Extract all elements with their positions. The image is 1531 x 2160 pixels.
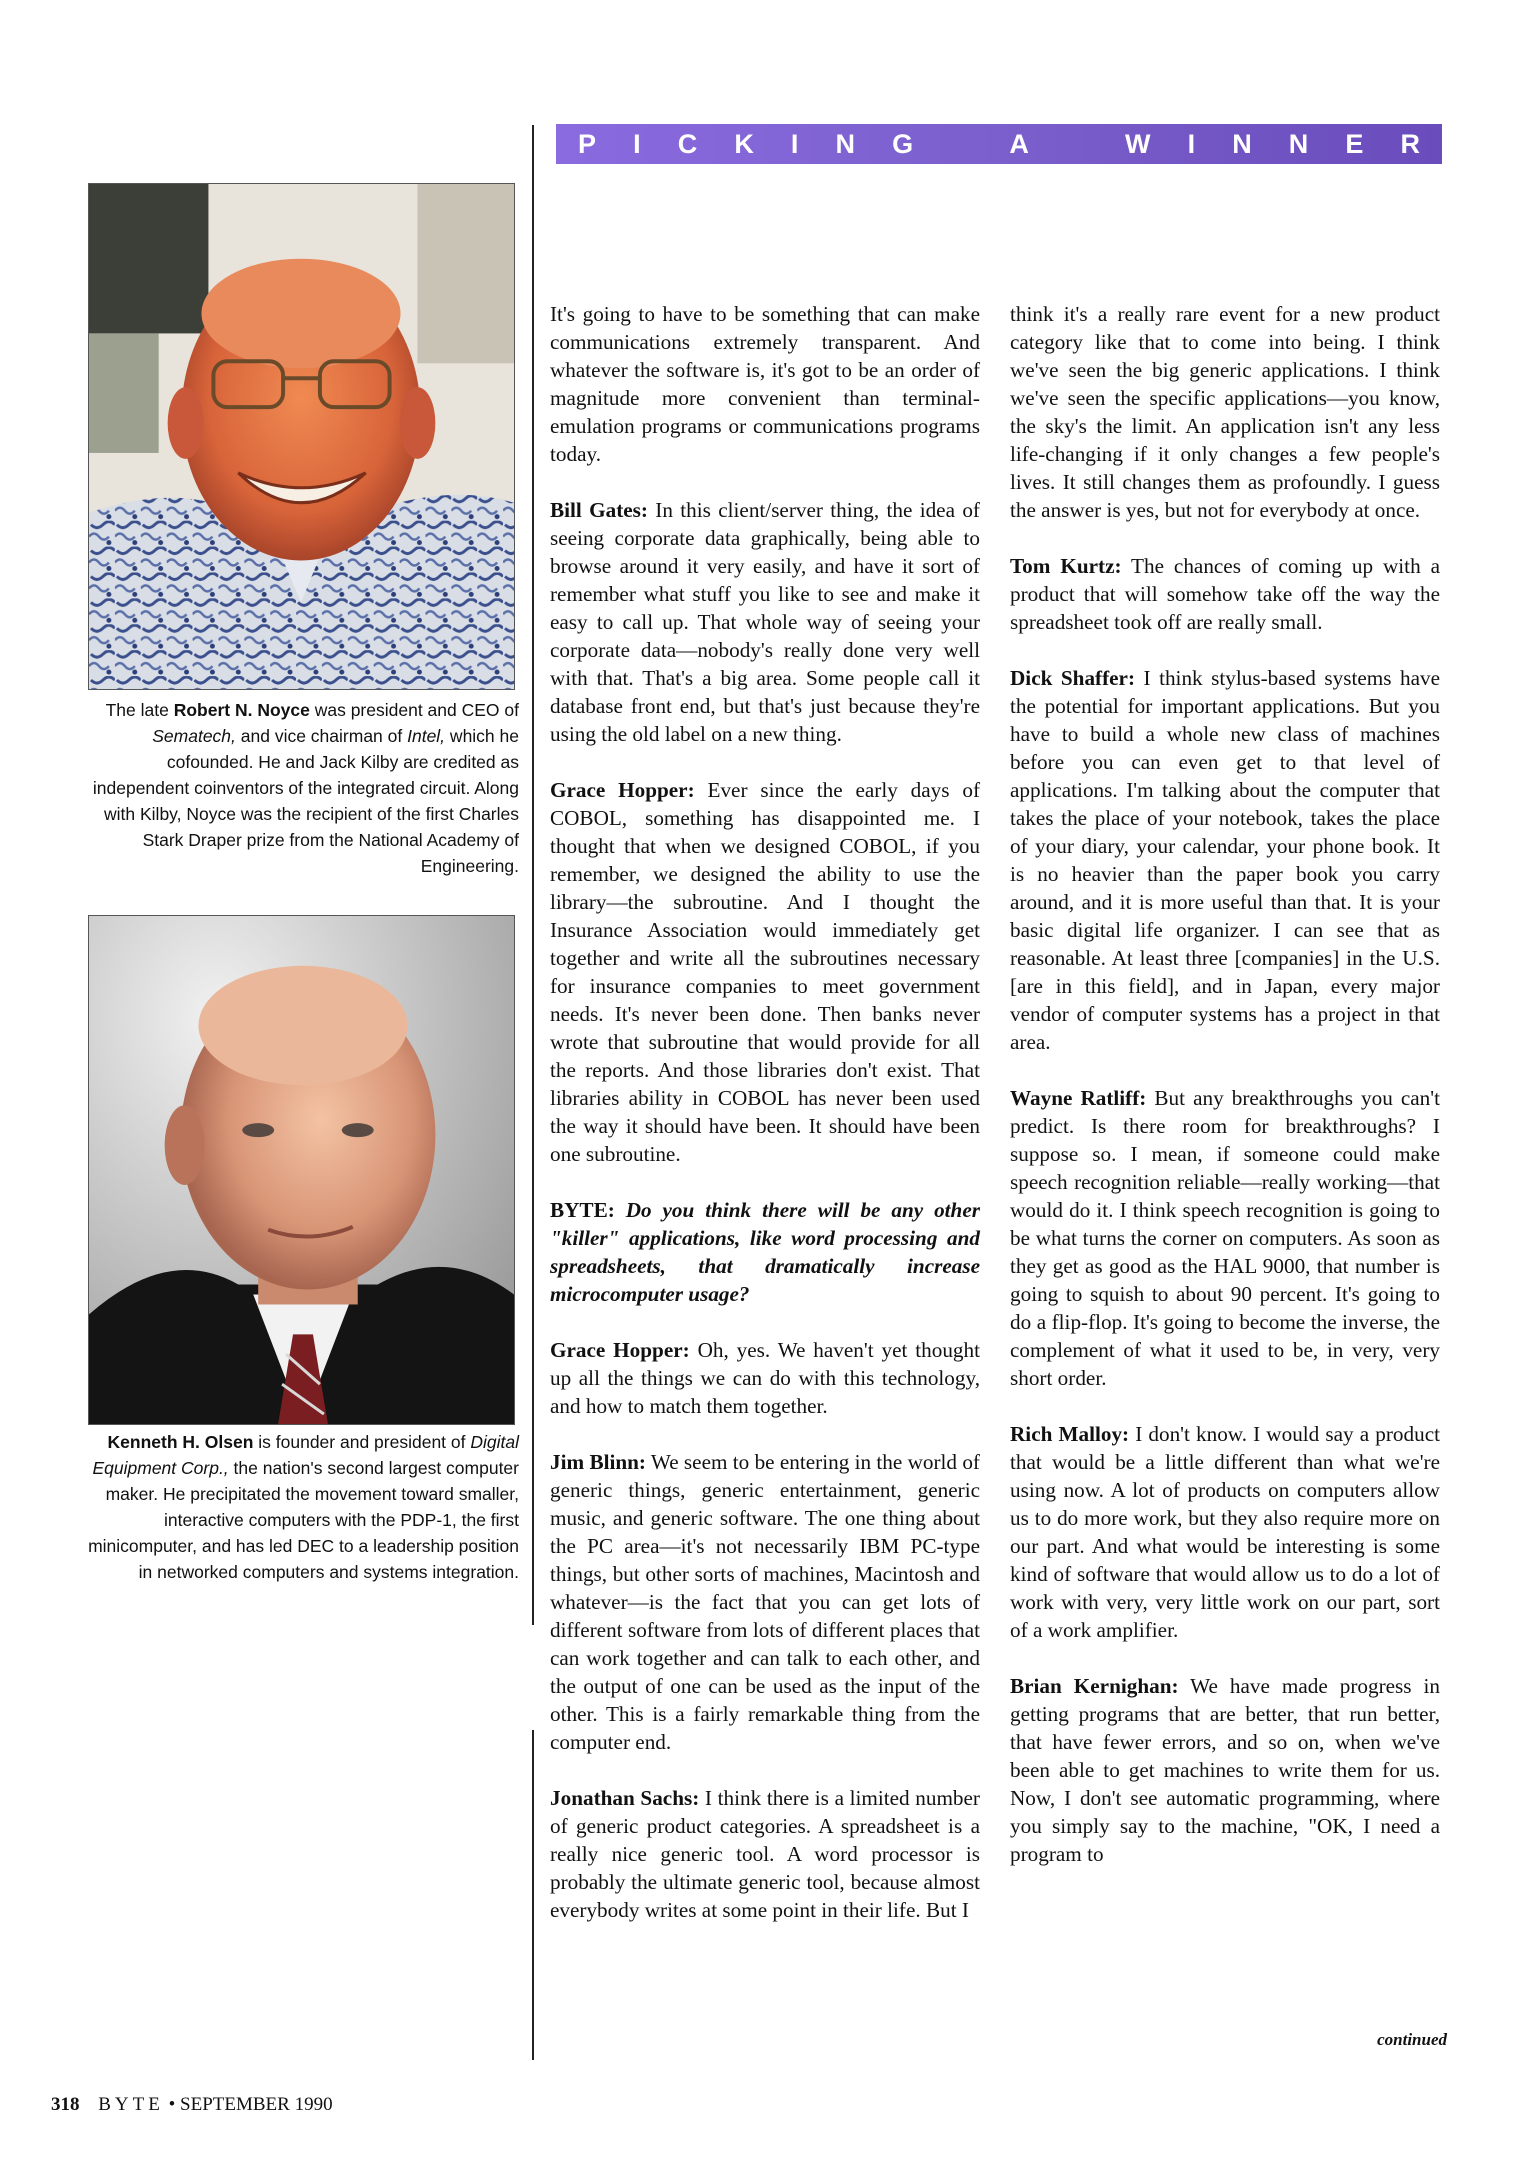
olsen-caption: Kenneth H. Olsen is founder and president of Digital Equipment Corp., the nation's second largest computer maker. He precipitated the movement toward smaller, interactive computers with the PDP-1, the first minicomputer, and has led DEC to a leadership position in networked computers and systems integration.: [88, 1432, 519, 1582]
column-divider-rule-lower: [532, 1730, 534, 2060]
banner-letter: N: [1232, 129, 1252, 159]
banner-letter: K: [734, 129, 754, 159]
speaker-name: Wayne Ratliff:: [1010, 1086, 1147, 1110]
olsen-photo: [88, 915, 515, 1425]
banner-letter: N: [835, 129, 856, 159]
paragraph: Jonathan Sachs: I think there is a limited number of generic product categories. A spreadsheet is a really nice generic tool. A word processor is probably the ultimate generic tool, because almost everybody writes at some point in their life. But I: [550, 1786, 980, 1922]
speaker-name: Jim Blinn:: [550, 1450, 646, 1474]
banner-letter: C: [677, 129, 698, 159]
issue-date: SEPTEMBER 1990: [180, 2094, 333, 2115]
section-banner: [556, 124, 1442, 164]
sematech-company: Sematech,: [152, 726, 236, 746]
speaker-name: Tom Kurtz:: [1010, 554, 1122, 578]
speaker-name: BYTE:: [550, 1198, 615, 1222]
speaker-name: Brian Kernighan:: [1010, 1674, 1179, 1698]
article-column-1: [550, 300, 980, 1924]
speaker-name: Grace Hopper:: [550, 778, 695, 802]
intel-company: Intel,: [407, 726, 446, 746]
banner-letter: E: [1345, 129, 1364, 159]
paragraph: Jim Blinn: We seem to be entering in the world of generic things, generic entertainment, generic music, and generic software. The one thing about the PC area—it's not necessarily IBM PC-type things, but other sorts of machines, Macintosh and whatever—is the fact that you can get lots of different software from lots of different places that can work together and can talk to each other, and the output of one can be used as the input of the other. This is a fairly remarkable thing from the computer end.: [550, 1450, 980, 1754]
paragraph: think it's a really rare event for a new product category like that to come into being. I think we've seen the big generic applications. I think we've seen the specific applications—you know, the sky's the limit. An application isn't any less life-changing if it only changes a few people's lives. It still changes them as profoundly. I guess the answer is yes, but not for everybody at once.: [1010, 302, 1440, 522]
speaker-name: Dick Shaffer:: [1010, 666, 1136, 690]
noyce-photo: [88, 183, 515, 690]
continued-label: continued: [1377, 2030, 1447, 2049]
speaker-name: Jonathan Sachs:: [550, 1786, 700, 1810]
interview-question: BYTE: Do you think there will be any other "killer" applications, like word processing and spreadsheets, that dramatically increase microcomputer usage?: [550, 1198, 980, 1306]
paragraph: Tom Kurtz: The chances of coming up with a product that will somehow take off the way the spreadsheet took off are really small.: [1010, 554, 1440, 634]
magazine-name: BYTE: [98, 2094, 164, 2115]
page-number: 318: [51, 2094, 80, 2115]
banner-letter: A: [1009, 129, 1029, 159]
speaker-name: Rich Malloy:: [1010, 1422, 1130, 1446]
banner-letter: N: [1288, 129, 1309, 159]
banner-letter: I: [1187, 129, 1196, 159]
olsen-name: Kenneth H. Olsen: [107, 1432, 254, 1452]
paragraph: Grace Hopper: Ever since the early days of COBOL, something has disappointed me. I thought that when we designed COBOL, if you remember, we designed the ability to use the library—the subroutine. And I thought the Insurance Association would immediately get together and write all the subroutines necessary for insurance companies to meet government needs. It's never been done. Then banks never wrote that subroutine that would provide for all the reports. And those libraries don't exist. That libraries ability in COBOL has never been used the way it should have been. It should have been one subroutine.: [550, 778, 981, 1166]
paragraph: Grace Hopper: Oh, yes. We haven't yet thought up all the things we can do with this technology, and how to match them together.: [550, 1338, 980, 1418]
paragraph: It's going to have to be something that can make communications extremely transparent. And whatever the software is, it's got to be an order of magnitude more convenient than terminal-emulation programs or communications programs today.: [550, 302, 980, 466]
banner-letter: G: [892, 129, 914, 159]
paragraph: Rich Malloy: I don't know. I would say a product that would be a little different than what we're using now. A lot of products on computers allow us to do more work, but they also require more on our part. And what would be interesting is some kind of software that would allow us to do a lot of work with very, very little work on our part, sort of a work amplifier.: [1010, 1422, 1441, 1642]
column-divider-rule: [532, 125, 534, 1625]
dec-company: Digital Equipment Corp.,: [92, 1432, 519, 1478]
footer-separator: •: [168, 2094, 176, 2115]
banner-letter: R: [1400, 129, 1420, 159]
banner-letter: I: [790, 129, 799, 159]
speaker-name: Bill Gates:: [550, 498, 648, 522]
noyce-name: Robert N. Noyce: [173, 700, 310, 720]
paragraph: Dick Shaffer: I think stylus-based systems have the potential for important applications. But you have to build a whole new class of machines before you can even get to that level of applications. I'm talking about the computer that takes the place of your notebook, takes the place of your diary, your calendar, your phone book. It is no heavier than the paper book you carry around, and it is more useful than that. It is your basic digital life organizer. I can see that as reasonable. At least three [companies] in the U.S. [are in this field], and in Japan, every major vendor of computer systems has a project in that area.: [1010, 666, 1440, 1054]
paragraph: Wayne Ratliff: But any breakthroughs you can't predict. Is there room for breakthroughs? I suppose so. I mean, if someone could make speech recognition reliable—really working—that would do it. I think speech recognition is going to be what turns the corner on computers. As soon as they get as good as the HAL 9000, that number is going to squish to about 90 percent. It's going to do a flip-flop. It's going to become the inverse, the complement of what it used to be, in very, very short order.: [1010, 1086, 1440, 1390]
noyce-caption: The late Robert N. Noyce was president and CEO of Sematech, and vice chairman of Intel, which he cofounded. He and Jack Kilby are credited as independent coinventors of the integrated circuit. Along with Kilby, Noyce was the recipient of the first Charles Stark Draper prize from the National Academy of Engineering.: [92, 700, 519, 876]
banner-letter: I: [633, 129, 641, 159]
article-column-2: [1010, 300, 1440, 1868]
noyce-portrait-image: [89, 184, 514, 689]
paragraph: Brian Kernighan: We have made progress in getting programs that are better, that run better, that have fewer errors, and so on, when we've been able to get machines to write them for us. Now, I don't see automatic programming, where you simply say to the machine, "OK, I need a program to: [1010, 1674, 1440, 1866]
paragraph: Bill Gates: In this client/server thing, the idea of seeing corporate data graphically, being able to browse around it very easily, and have it sort of remember what stuff you like to see and make it easy to call up. That whole way of seeing your corporate data—nobody's really done very well with that. That's a big area. Some people call it database front end, but that's just because they're using the old label on a new thing.: [550, 498, 980, 746]
banner-letter: W: [1125, 129, 1151, 159]
page-footer: [51, 2094, 333, 2116]
olsen-portrait-image: [89, 916, 514, 1424]
speaker-name: Grace Hopper:: [550, 1338, 690, 1362]
banner-letter: P: [578, 129, 597, 159]
